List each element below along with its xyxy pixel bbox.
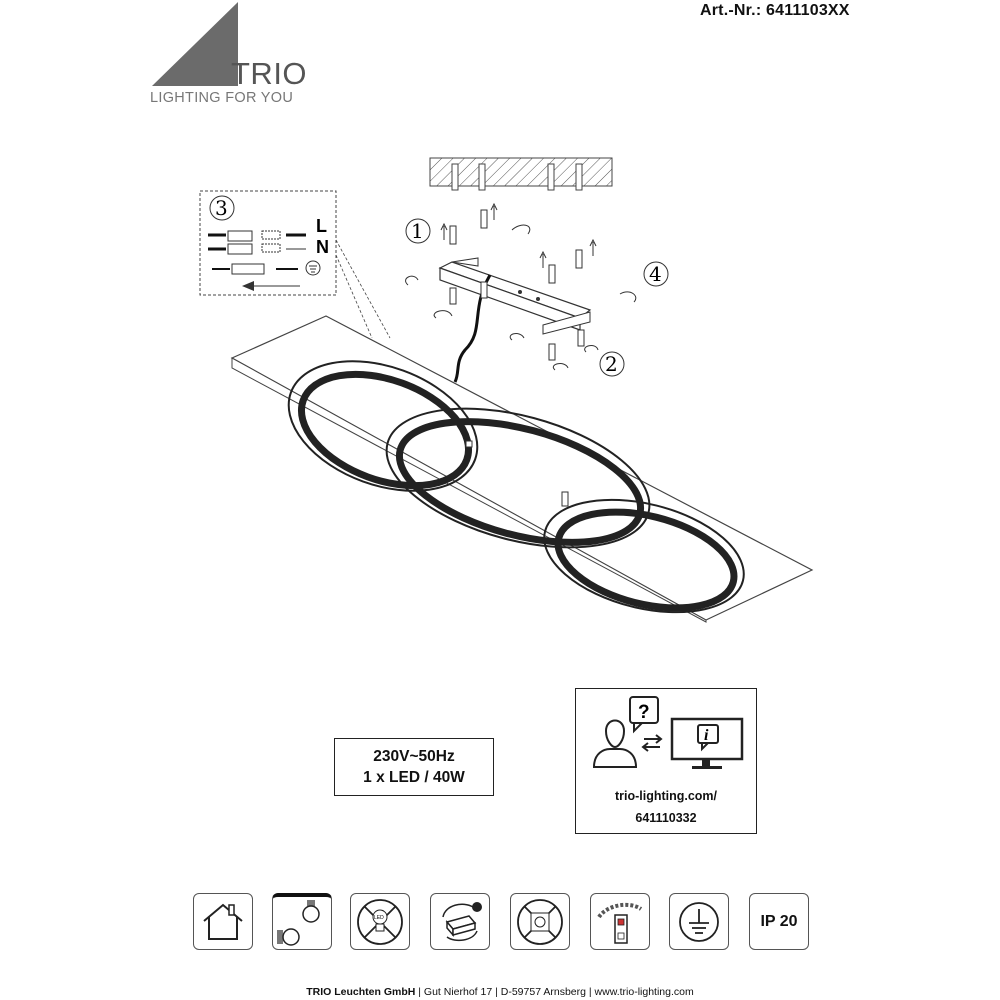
svg-text:i: i bbox=[704, 727, 709, 744]
question-bubble-icon bbox=[630, 697, 658, 731]
ip-rating-label: IP 20 bbox=[760, 912, 798, 930]
spec-lamp: 1 x LED / 40W bbox=[363, 769, 465, 786]
wiring-label-n: N bbox=[316, 237, 329, 257]
brand-name: TRIO bbox=[231, 56, 308, 91]
person-icon bbox=[594, 721, 636, 768]
base-plate bbox=[232, 316, 812, 622]
online-help-box bbox=[575, 688, 757, 834]
exchange-arrows-icon bbox=[643, 735, 661, 751]
indoor-use-icon bbox=[193, 893, 253, 950]
step-1-label: 1 bbox=[411, 219, 424, 243]
step-3-label: 3 bbox=[215, 196, 228, 220]
wall-dimmer-icon bbox=[590, 893, 650, 950]
mounting-bracket bbox=[440, 258, 590, 334]
no-dimmer-icon bbox=[510, 893, 570, 950]
footer bbox=[0, 986, 1000, 998]
brand-slogan: LIGHTING FOR YOU bbox=[150, 90, 294, 106]
footer-company: TRIO Leuchten GmbH bbox=[306, 986, 416, 998]
svg-text:?: ? bbox=[638, 702, 650, 723]
svg-text:LED: LED bbox=[374, 914, 384, 921]
help-url-line2[interactable]: 641110332 bbox=[635, 811, 697, 825]
monitor-info-icon bbox=[672, 719, 742, 769]
article-number: Art.-Nr.: 6411103XX bbox=[700, 2, 850, 19]
footer-address: | Gut Nierhof 17 | D-59757 Arnsberg | www.trio-lighting.com bbox=[415, 986, 694, 998]
wiring-label-l: L bbox=[316, 216, 327, 236]
protection-class-earth-icon bbox=[669, 893, 729, 950]
ceiling-illustration bbox=[430, 158, 612, 190]
help-url-line1[interactable]: trio-lighting.com/ bbox=[614, 789, 718, 803]
help-illustration bbox=[576, 689, 756, 779]
remote-control-icon bbox=[430, 893, 490, 950]
electrical-spec-box bbox=[334, 738, 494, 796]
spec-voltage: 230V~50Hz bbox=[373, 748, 455, 765]
led-not-replaceable-icon bbox=[350, 893, 410, 950]
step-2-label: 2 bbox=[605, 352, 618, 376]
step-4-label: 4 bbox=[649, 262, 662, 286]
wall-ceiling-mount-icon bbox=[272, 893, 332, 950]
ip-rating-icon bbox=[749, 893, 809, 950]
